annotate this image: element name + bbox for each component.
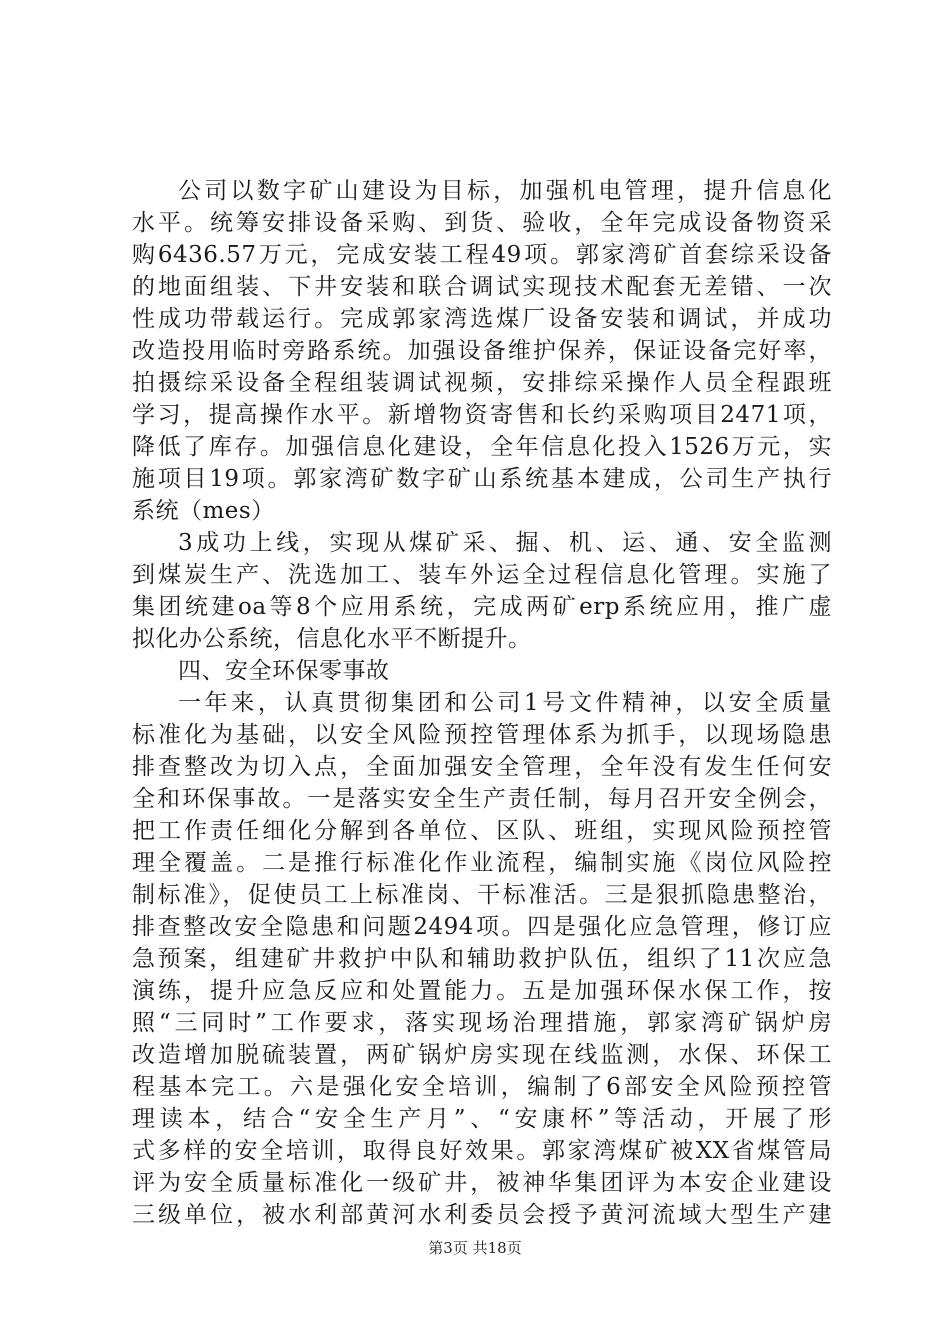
paragraph-line: 公司以数字矿山建设为目标，加强机电管理，提升信息化 <box>178 178 832 204</box>
paragraph-line: 标准化为基础，以安全风险预控管理体系为抓手，以现场隐患 <box>132 722 832 748</box>
paragraph-line: 式多样的安全培训，取得良好效果。郭家湾煤矿被XX省煤管局 <box>132 1138 832 1164</box>
paragraph-line: 制标准》，促使员工上标准岗、干标准活。三是狠抓隐患整治， <box>132 882 832 908</box>
paragraph-line: 性成功带载运行。完成郭家湾选煤厂设备安装和调试，并成功 <box>132 306 832 332</box>
paragraph-line: 一年来，认真贯彻集团和公司1号文件精神，以安全质量 <box>178 690 832 716</box>
paragraph-line: 降低了库存。加强信息化建设，全年信息化投入1526万元，实 <box>132 434 832 460</box>
paragraph-line: 到煤炭生产、洗选加工、装车外运全过程信息化管理。实施了 <box>132 562 832 588</box>
paragraph-line: 三级单位，被水利部黄河水利委员会授予黄河流域大型生产建 <box>132 1202 832 1228</box>
paragraph-line: 照“三同时”工作要求，落实现场治理措施，郭家湾矿锅炉房 <box>132 1010 832 1036</box>
page-number-footer: 第3页 共18页 <box>428 1239 522 1257</box>
paragraph-line: 改造增加脱硫装置，两矿锅炉房实现在线监测，水保、环保工 <box>132 1042 832 1068</box>
paragraph-line: 把工作责任细化分解到各单位、区队、班组，实现风险预控管 <box>132 818 832 844</box>
section-heading: 四、安全环保零事故 <box>178 658 390 684</box>
paragraph-line: 拟化办公系统，信息化水平不断提升。 <box>132 626 532 652</box>
paragraph-line: 水平。统筹安排设备采购、到货、验收，全年完成设备物资采 <box>132 210 832 236</box>
paragraph-line: 演练，提升应急反应和处置能力。五是加强环保水保工作，按 <box>132 978 832 1004</box>
paragraph-line: 急预案，组建矿井救护中队和辅助救护队伍，组织了11次应急 <box>132 946 832 972</box>
paragraph-line: 学习，提高操作水平。新增物资寄售和长约采购项目2471项， <box>132 402 832 428</box>
paragraph-line: 购6436.57万元，完成安装工程49项。郭家湾矿首套综采设备 <box>132 242 832 268</box>
paragraph-line: 排查整改安全隐患和问题2494项。四是强化应急管理，修订应 <box>132 914 832 940</box>
paragraph-line: 理全覆盖。二是推行标准化作业流程，编制实施《岗位风险控 <box>132 850 832 876</box>
paragraph-line: 全和环保事故。一是落实安全生产责任制，每月召开安全例会， <box>132 786 832 812</box>
paragraph-line: 的地面组装、下井安装和联合调试实现技术配套无差错、一次 <box>132 274 832 300</box>
paragraph-line: 评为安全质量标准化一级矿井，被神华集团评为本安企业建设 <box>132 1170 832 1196</box>
paragraph-line: 集团统建oa等8个应用系统，完成两矿erp系统应用，推广虚 <box>132 594 832 620</box>
paragraph-line: 3成功上线，实现从煤矿采、掘、机、运、通、安全监测 <box>178 530 832 556</box>
paragraph-line: 排查整改为切入点，全面加强安全管理，全年没有发生任何安 <box>132 754 832 780</box>
paragraph-line: 施项目19项。郭家湾矿数字矿山系统基本建成，公司生产执行 <box>132 466 832 492</box>
paragraph-line: 拍摄综采设备全程组装调试视频，安排综采操作人员全程跟班 <box>132 370 832 396</box>
paragraph-line: 系统（mes） <box>132 498 275 524</box>
paragraph-line: 理读本，结合“安全生产月”、“安康杯”等活动，开展了形 <box>132 1106 832 1132</box>
paragraph-line: 改造投用临时旁路系统。加强设备维护保养，保证设备完好率， <box>132 338 832 364</box>
paragraph-line: 程基本完工。六是强化安全培训，编制了6部安全风险预控管 <box>132 1074 832 1100</box>
